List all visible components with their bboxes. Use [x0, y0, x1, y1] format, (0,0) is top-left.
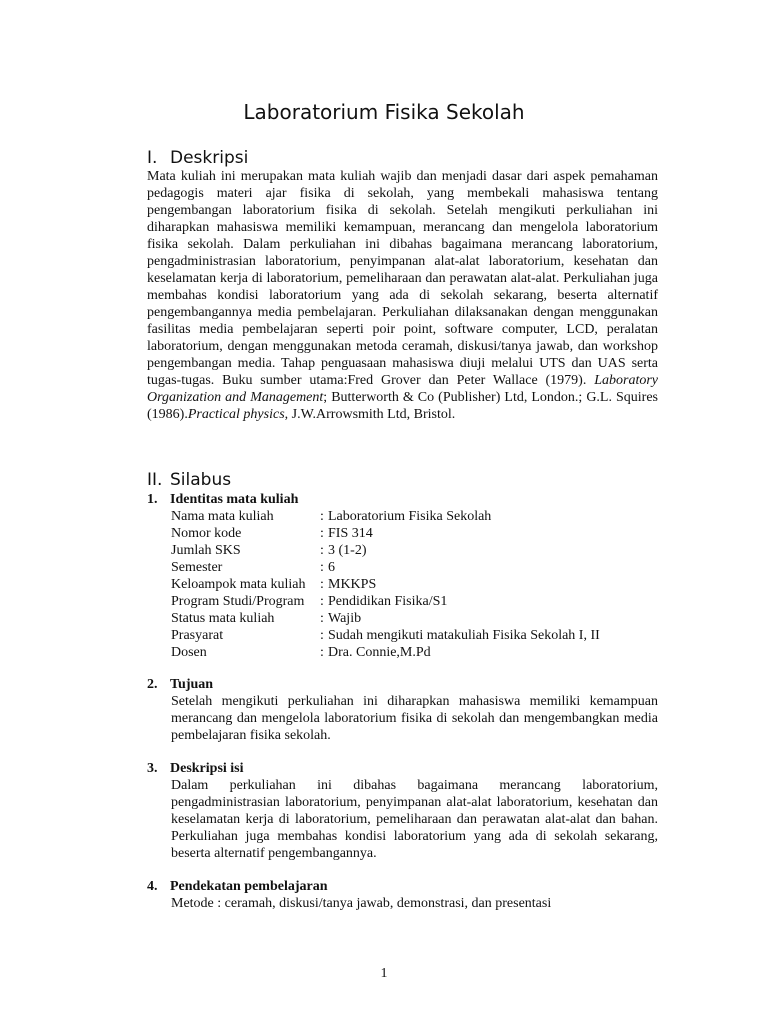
- reference-title-2: Practical physics: [187, 407, 285, 422]
- identitas-row: Dosen : Dra. Connie,M.Pd: [171, 645, 431, 660]
- identitas-row: Nama mata kuliah : Laboratorium Fisika Sekolah: [171, 509, 492, 524]
- section-title: Silabus: [170, 470, 232, 490]
- section-number: II.: [147, 470, 163, 490]
- document-title: Laboratorium Fisika Sekolah: [243, 100, 525, 124]
- deskripsi-paragraph: [147, 168, 658, 423]
- section-heading-deskripsi: [147, 148, 248, 168]
- item-heading-pendekatan: 4. Pendekatan pembelajaran: [147, 879, 328, 894]
- page-number: 1: [380, 966, 388, 981]
- identitas-row: Program Studi/Program : Pendidikan Fisika/S1: [171, 594, 448, 609]
- identitas-table: [171, 508, 600, 661]
- identitas-row: Jumlah SKS : 3 (1-2): [171, 543, 367, 558]
- identitas-row: Nomor kode : FIS 314: [171, 526, 373, 541]
- item-heading-tujuan: 2. Tujuan: [147, 677, 214, 692]
- identitas-row: Semester : 6: [171, 560, 335, 575]
- reference-text-2: , J.W.Arrowsmith Ltd, Bristol.: [284, 407, 456, 422]
- identitas-row: Status mata kuliah : Wajib: [171, 611, 362, 626]
- reference-text-1: ; Butterworth & Co (Publisher) Ltd, London.; G.L. Squires (1986).: [147, 390, 659, 422]
- pendekatan-text: Metode : ceramah, diskusi/tanya jawab, demonstrasi, dan presentasi: [171, 896, 552, 911]
- deskripsi-main-text: Mata kuliah ini merupakan mata kuliah wajib dan menjadi dasar dari aspek pemahaman pedagogis materi ajar fisika di sekolah, yang membekali mahasiswa tentang pengembangan laboratorium fisika di sekolah. Setelah mengikuti perkuliahan ini diharapkan mahasiswa memiliki kemampuan, merancang dan mengelola laboratorium fisika sekolah. Dalam perkuliahan ini dibahas bagaimana merancang laboratorium, pengadministrasian laboratorium, penyimpanan alat-alat laboratorium, kesehatan dan keselamatan kerja di laboratorium, pemeliharaan dan perawatan alat-alat. Perkuliahan juga membahas kondisi laboratorium yang ada di sekolah sekarang, beserta alternatif pengembangannya media pembelajaran. Perkuliahan dilaksanakan dengan menggunakan fasilitas media pembelajaran seperti poir point, software computer, LCD, peralatan laboratorium, dengan menggunakan metoda ceramah, diskusi/tanya jawab, dan workshop pengembangan media. Tahap penguasaan mahasiswa diuji melalui UTS dan UAS serta tugas-tugas. Buku sumber utama:Fred Grover dan Peter Wallace (1979).: [147, 169, 658, 388]
- tujuan-text: Setelah mengikuti perkuliahan ini diharapkan mahasiswa memiliki kemampuan merancang dan mengelola laboratorium fisika di sekolah dan mengembangkan media pembelajaran fisika sekolah.: [171, 694, 658, 743]
- identitas-row: Keloampok mata kuliah : MKKPS: [171, 577, 377, 592]
- deskripsi-isi-text: Dalam perkuliahan ini dibahas bagaimana merancang laboratorium, pengadministrasian laboratorium, penyimpanan alat-alat laboratorium, kesehatan dan keselamatan kerja di laboratorium, pemeliharaan dan perawatan alat-alat dan bahan. Perkuliahan juga membahas kondisi laboratorium yang ada di sekolah sekarang, beserta alternatif pengembangannya.: [171, 778, 658, 861]
- section-title: Deskripsi: [170, 148, 249, 168]
- section-heading-silabus: [147, 470, 231, 490]
- identitas-row: Prasyarat : Sudah mengikuti matakuliah Fisika Sekolah I, II: [171, 628, 600, 643]
- item-heading-identitas: 1. Identitas mata kuliah: [147, 492, 299, 507]
- item-heading-deskripsi-isi: 3. Deskripsi isi: [147, 761, 244, 776]
- section-number: I.: [147, 148, 158, 168]
- reference-title-1: Laboratory Organization and Management: [147, 373, 658, 405]
